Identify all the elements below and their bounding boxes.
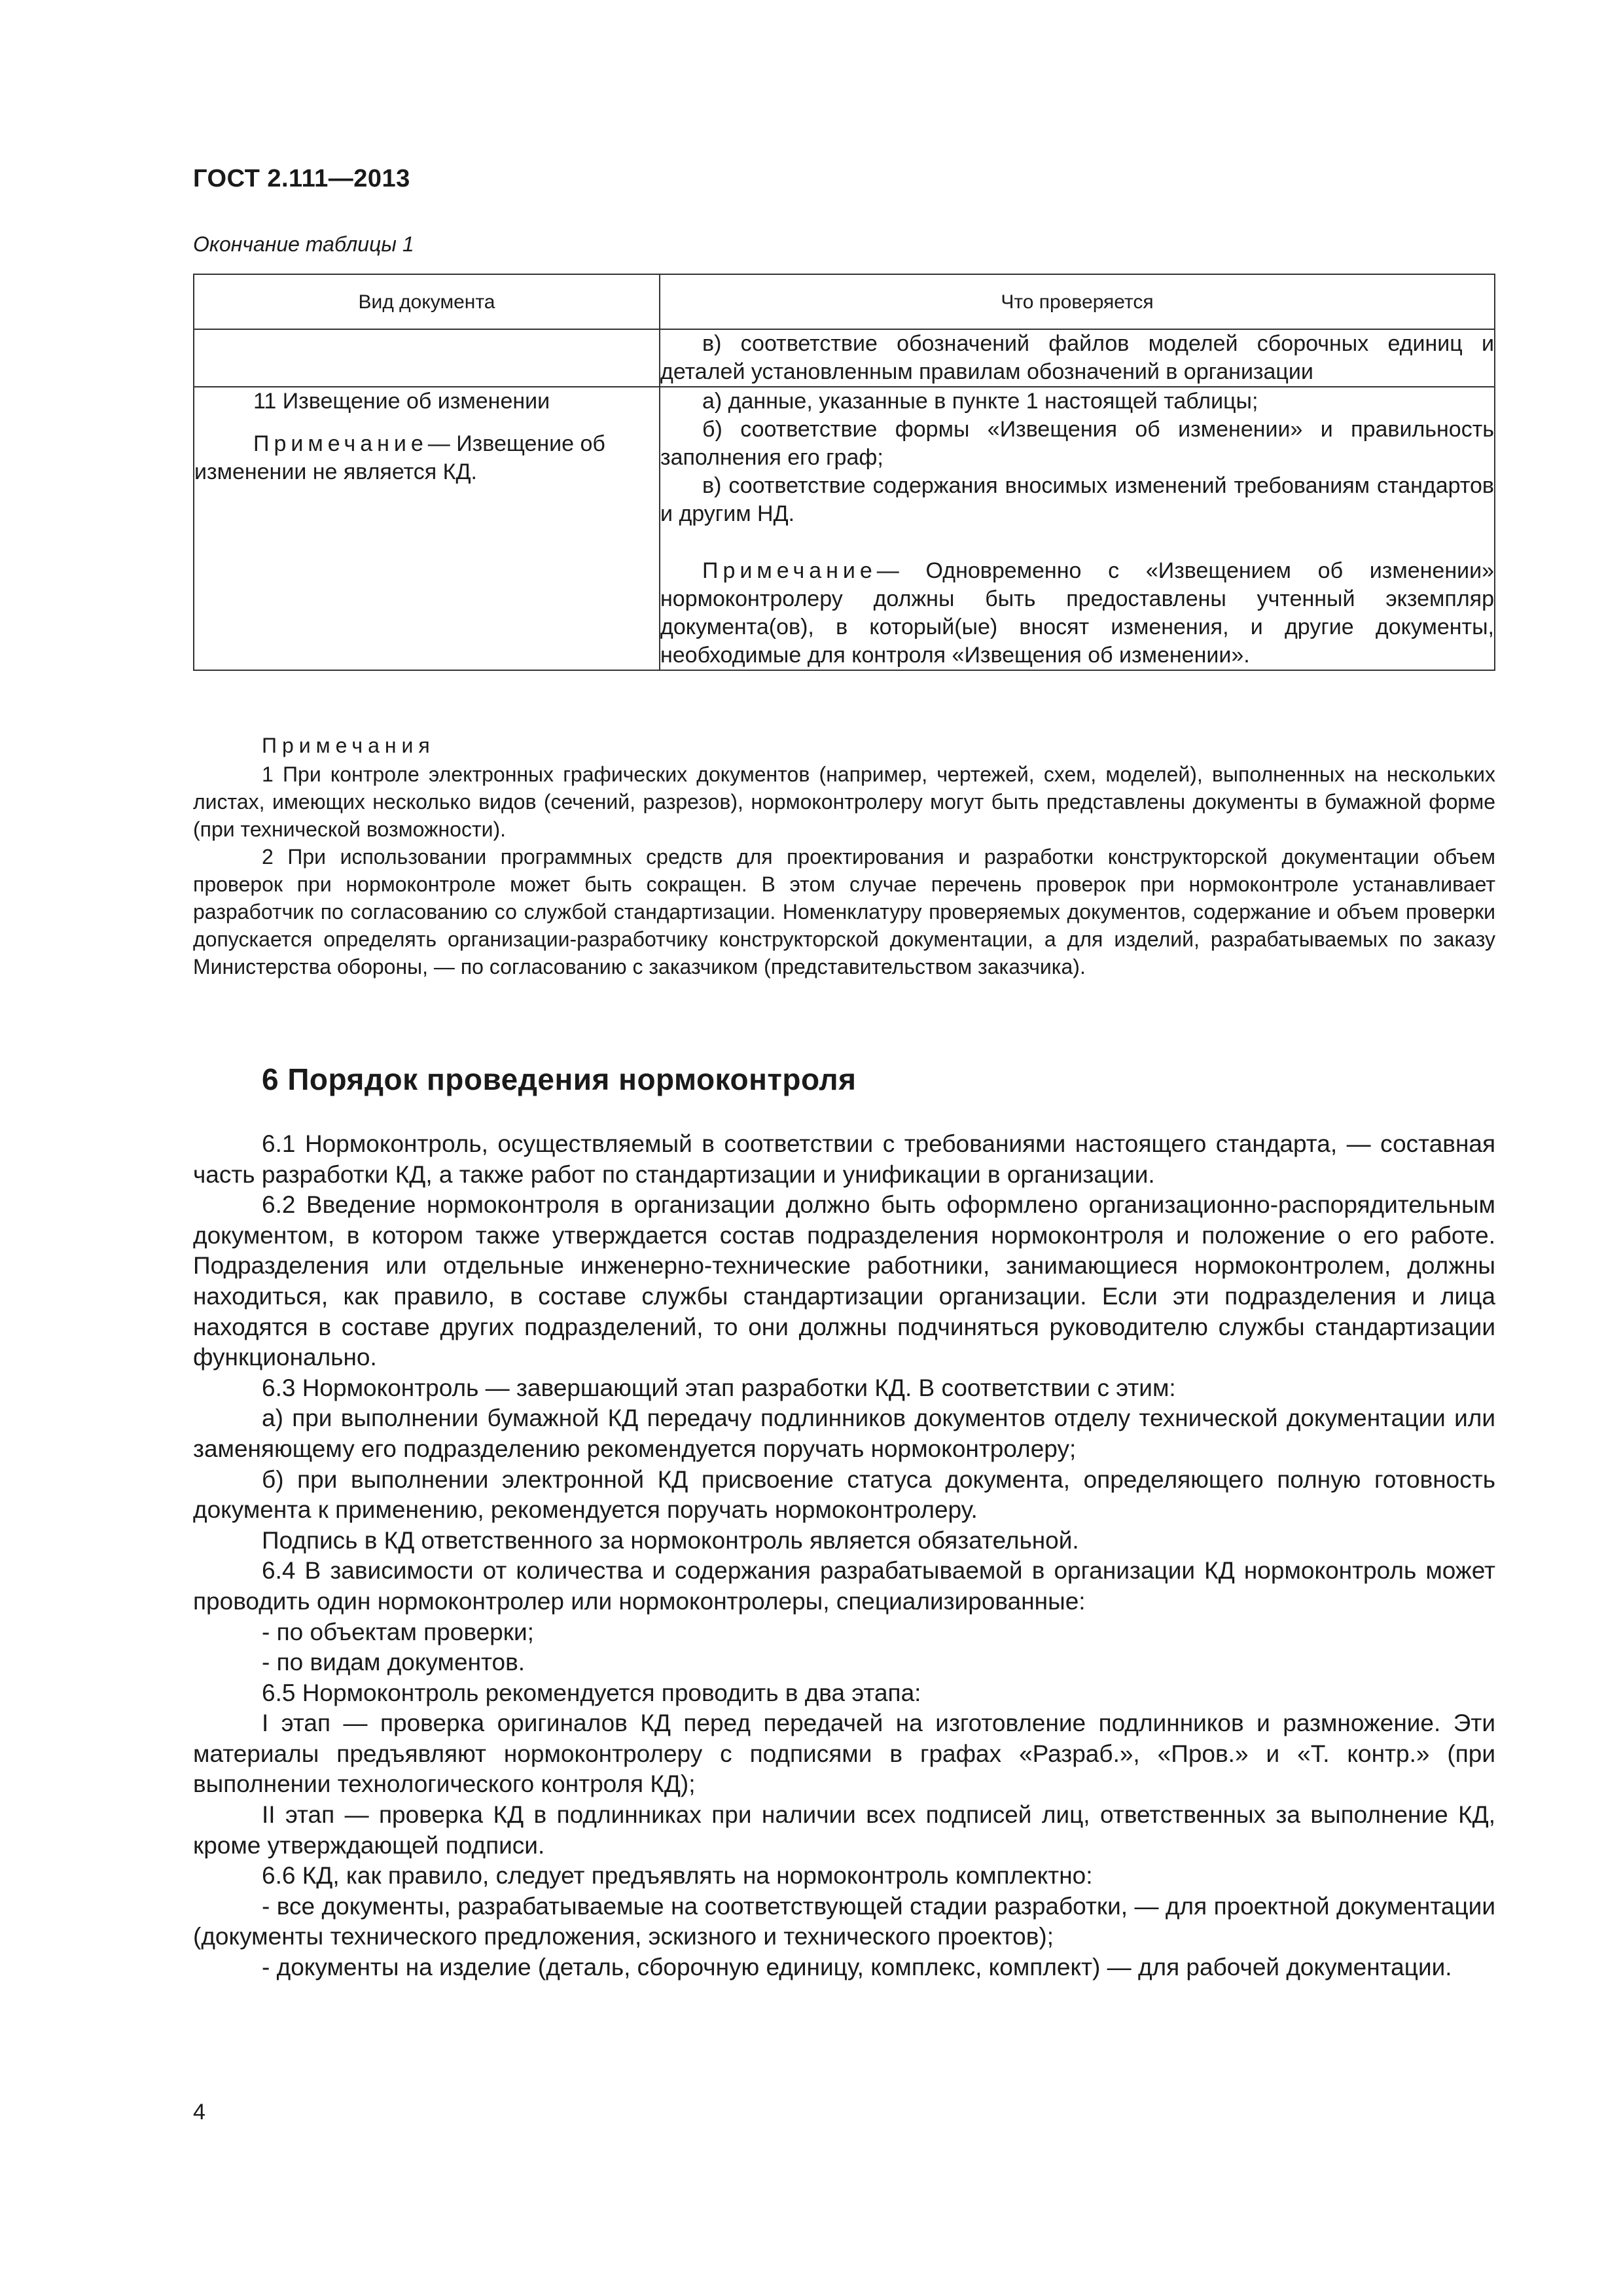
document-type-note: [194, 430, 659, 486]
check-item: в) соответствие содержания вносимых изменений требованиям стандартов и другим НД.: [660, 473, 1494, 526]
check-item: б) соответствие формы «Извещения об изменении» и правильность заполнения его граф;: [660, 417, 1494, 470]
table-caption: Окончание таблицы 1: [193, 232, 414, 256]
table-cell-empty: [194, 329, 660, 387]
section-title: 6 Порядок проведения нормоконтроля: [262, 1062, 857, 1096]
paragraph: 6.4 В зависимости от количества и содержания разрабатываемой в организации КД нормоконтроль может проводить один нормоконтролер или нормоконтролеры, специализированные:: [193, 1557, 1495, 1615]
paragraph: - все документы, разрабатываемые на соответствующей стадии разработки, — для проектной документации (документы технического предложения, эскизного и технического проектов);: [193, 1892, 1495, 1950]
note-label: Примечание: [702, 558, 877, 583]
check-table: [193, 274, 1495, 671]
paragraph: II этап — проверка КД в подлинниках при наличии всех подписей лиц, ответственных за выполнение КД, кроме утверждающей подписи.: [193, 1801, 1495, 1859]
table-cell: [194, 387, 660, 670]
note-label: Примечание: [253, 431, 428, 456]
check-item: а) данные, указанные в пункте 1 настоящей таблицы;: [702, 389, 1258, 414]
note-text: — Извещение об изменении не является КД.: [194, 431, 605, 484]
table-cell: [660, 387, 1495, 670]
paragraph: а) при выполнении бумажной КД передачу подлинников документов отделу технической документации или заменяющему его подразделению рекомендуется поручать нормоконтролеру;: [193, 1405, 1495, 1462]
paragraph: 6.6 КД, как правило, следует предъявлять на нормоконтроль комплектно:: [262, 1862, 1093, 1890]
notes-block: [193, 732, 1495, 980]
notes-title: Примечания: [262, 734, 435, 757]
note-item: 1 При контроле электронных графических документов (например, чертежей, схем, моделей), выполненных на нескольких листах, имеющих несколько видов (сечений, разрезов), нормоконтролеру могут быть представлены документы в бумажной форме (при технической возможности).: [193, 762, 1495, 841]
table-row: [194, 387, 1495, 670]
document-type-title: 11 Извещение об изменении: [253, 389, 550, 414]
note-text: — Одновременно с «Извещением об изменении» нормоконтролеру должны быть предоставлены учтенный экземпляр документа(ов), в который(ые) вносят изменения, и другие документы, необходимые для контроля «Извещения об изменении».: [660, 558, 1494, 668]
table-cell: [660, 329, 1495, 387]
paragraph: 6.2 Введение нормоконтроля в организации должно быть оформлено организационно-распорядительным документом, в котором также утверждается состав подразделения нормоконтроля и положение о его работе. Подразделения или отдельные инженерно-технические работники, занимающиеся нормоконтролем, должны находиться, как правило, в составе службы стандартизации организации. Если эти подразделения и лица находятся в составе других подразделений, то они должны подчиняться руководителю службы стандартизации функционально.: [193, 1191, 1495, 1371]
paragraph: I этап — проверка оригиналов КД перед передачей на изготовление подлинников и размножение. Эти материалы предъявляют нормоконтролеру с подписями в графах «Разраб.», «Пров.» и «Т. контр.» (при выполнении технологического контроля КД);: [193, 1710, 1495, 1798]
column-header-document-type: Вид документа: [194, 274, 660, 329]
paragraph: 6.1 Нормоконтроль, осуществляемый в соответствии с требованиями настоящего стандарта, — составная часть разработки КД, а также работ по стандартизации и унификации в организации.: [193, 1130, 1495, 1188]
paragraph: б) при выполнении электронной КД присвоение статуса документа, определяющего полную готовность документа к применению, рекомендуется поручать нормоконтролеру.: [193, 1465, 1495, 1524]
table-cell-text: в) соответствие обозначений файлов моделей сборочных единиц и деталей установленным правилам обозначений в организации: [660, 331, 1494, 384]
paragraph: 6.3 Нормоконтроль — завершающий этап разработки КД. В соответствии с этим:: [262, 1374, 1176, 1401]
paragraph: - по видам документов.: [262, 1649, 526, 1676]
note-item: 2 При использовании программных средств для проектирования и разработки конструкторской документации объем проверок при нормоконтроле может быть сокращен. В этом случае перечень проверок при нормоконтроле устанавливает разработчик по согласованию со службой стандартизации. Номенклатуру проверяемых документов, содержание и объем проверки допускается определять организации-разработчику конструкторской документации, а для изделий, разрабатываемых по заказу Министерства обороны, — по согласованию с заказчиком (представительством заказчика).: [193, 845, 1495, 978]
check-note: [660, 557, 1494, 670]
document-code: ГОСТ 2.111—2013: [193, 165, 410, 192]
paragraph: - документы на изделие (деталь, сборочную единицу, комплекс, комплект) — для рабочей документации.: [262, 1954, 1452, 1981]
column-header-checked-items: Что проверяется: [660, 274, 1495, 329]
section-body: [193, 1129, 1495, 1983]
table-header-row: [194, 274, 1495, 329]
paragraph: Подпись в КД ответственного за нормоконтроль является обязательной.: [262, 1526, 1079, 1554]
paragraph: - по объектам проверки;: [262, 1618, 534, 1645]
table-row: [194, 329, 1495, 387]
paragraph: 6.5 Нормоконтроль рекомендуется проводить в два этапа:: [262, 1679, 921, 1706]
page-number: 4: [193, 2100, 205, 2125]
